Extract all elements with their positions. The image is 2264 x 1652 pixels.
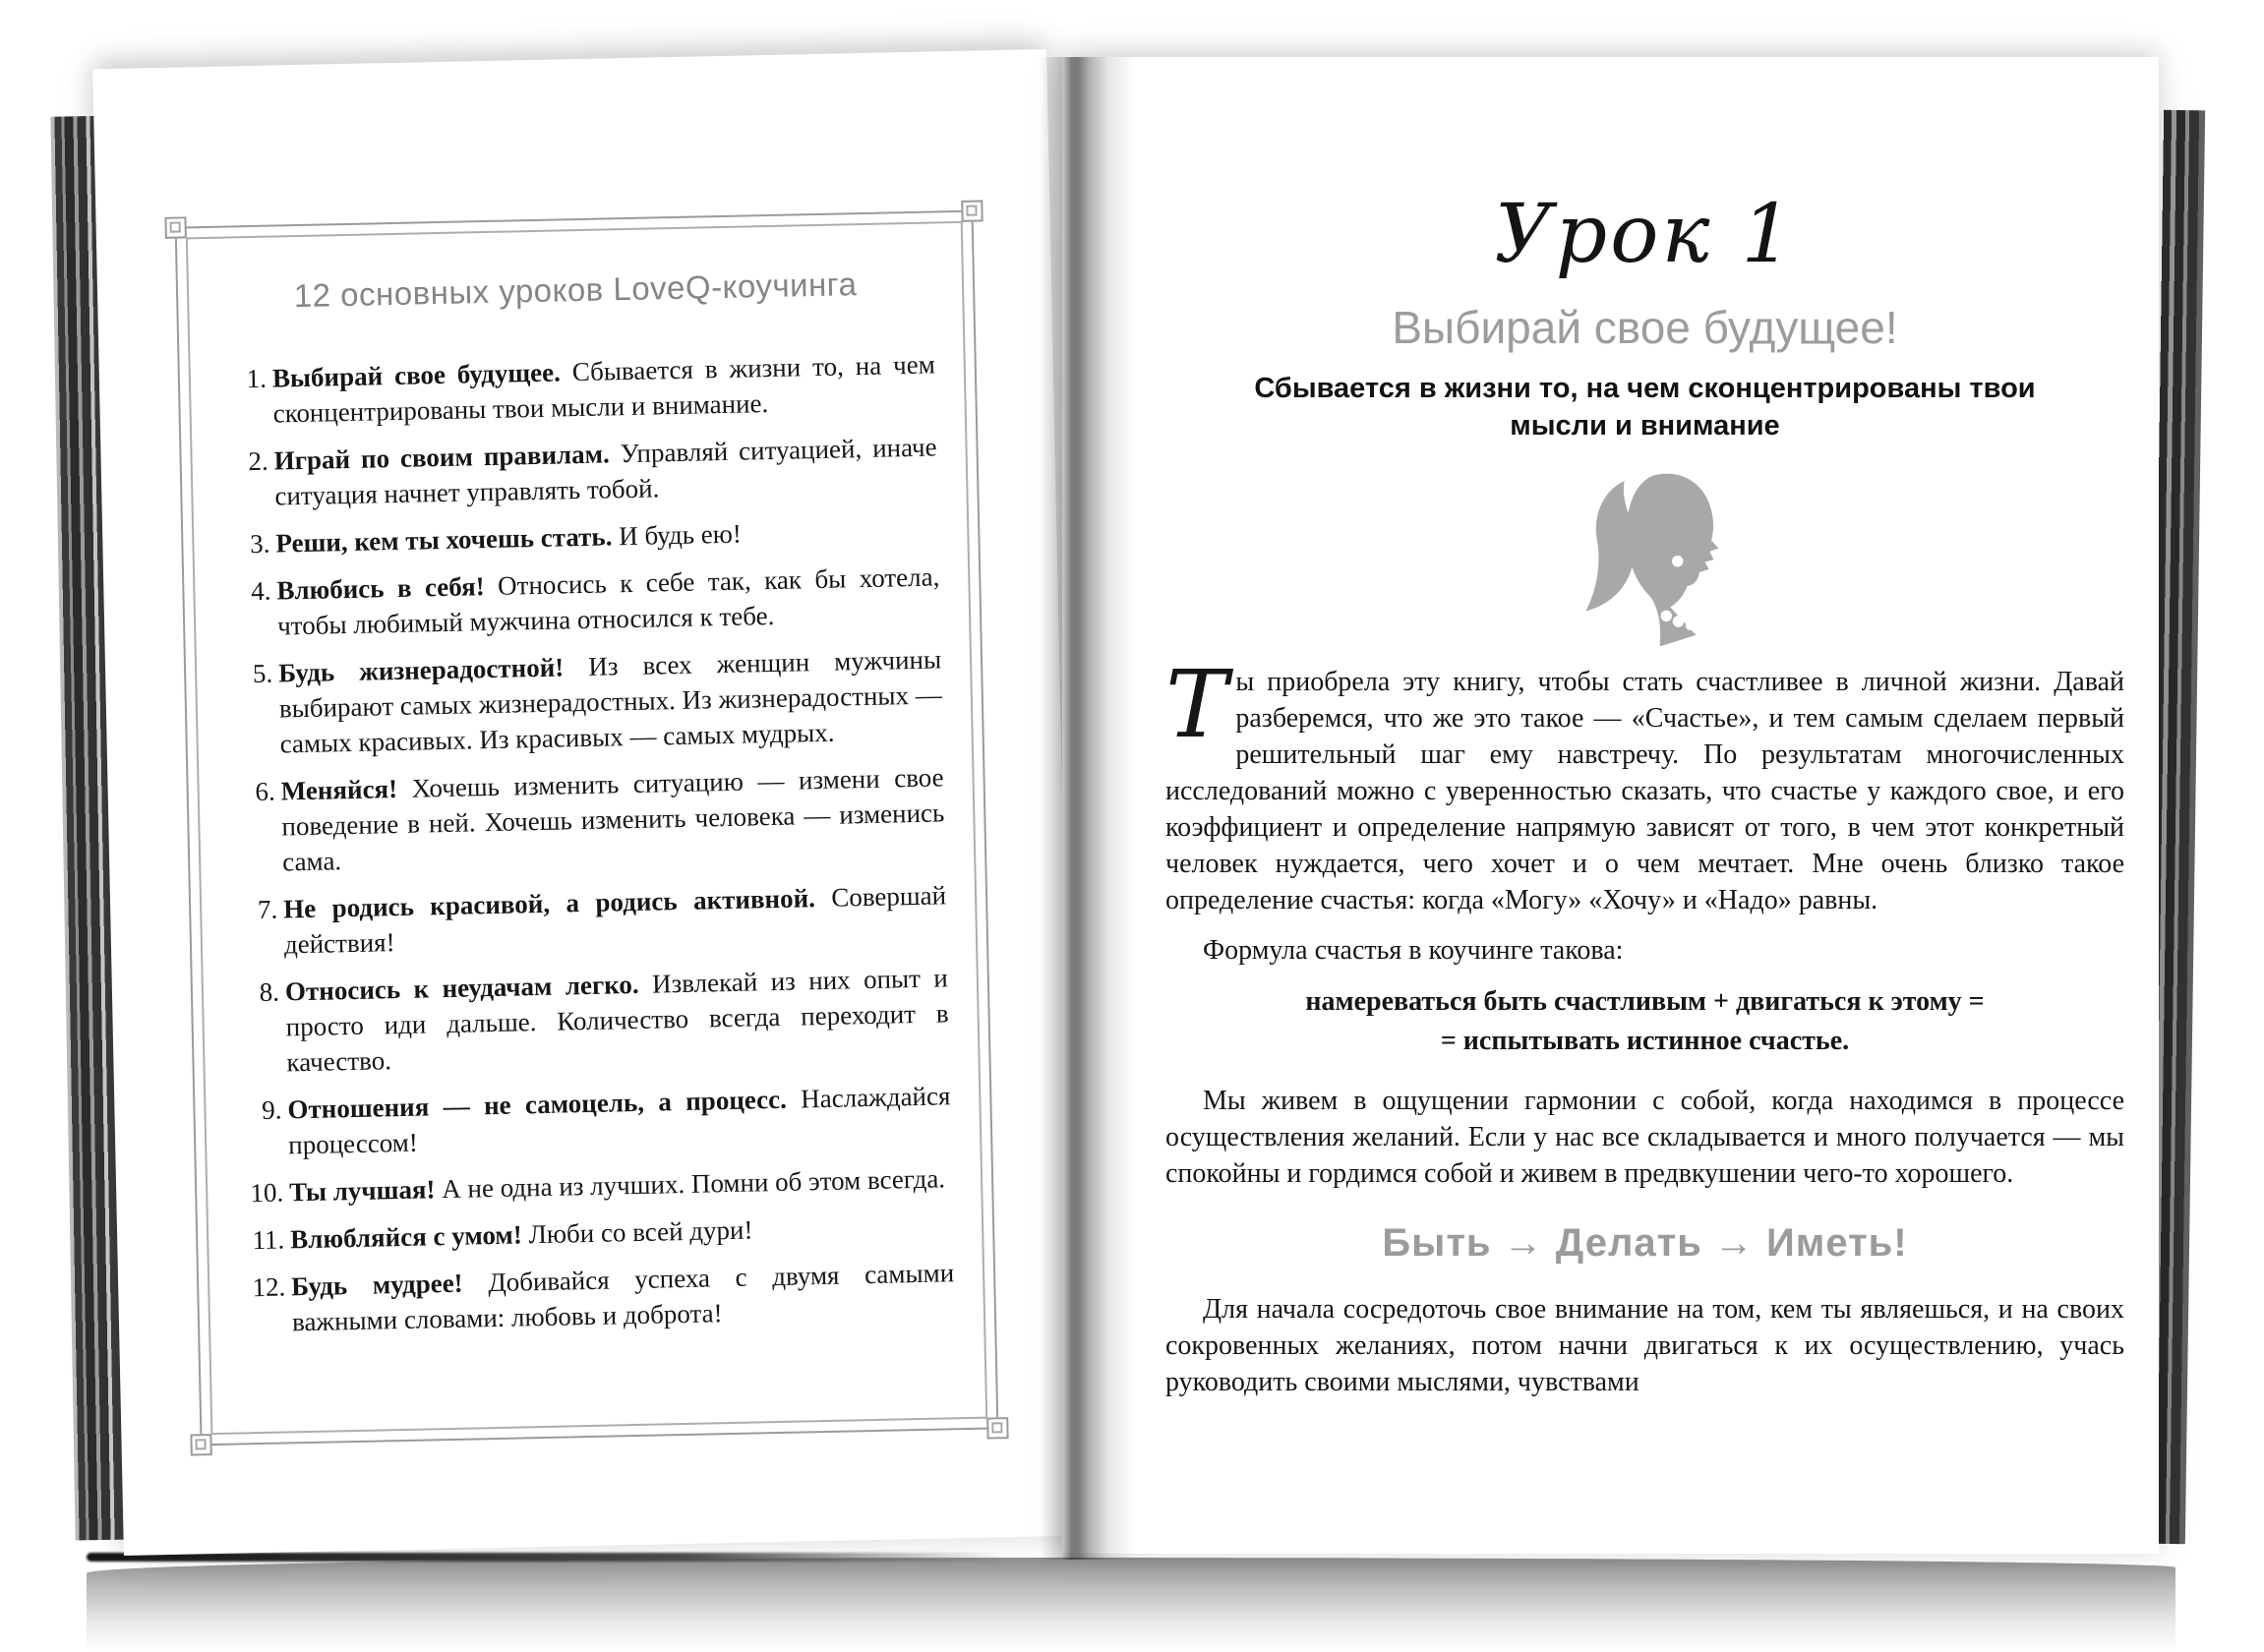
lesson-item xyxy=(236,960,950,1081)
lesson-lead: Будь мудрее! xyxy=(290,1268,463,1302)
lesson-lead: Ты лучшая! xyxy=(288,1174,436,1208)
lesson-number: 12. xyxy=(252,1271,286,1303)
lesson-text: Управляй ситуацией, иначе ситуация начнет управлять тобой. xyxy=(274,432,937,511)
corner-ornament xyxy=(961,200,983,221)
formula-line2: = испытывать истинное счастье. xyxy=(1440,1025,1850,1056)
lesson-item xyxy=(227,559,940,644)
paragraph-intro-text: ы приобрела эту книгу, чтобы стать счастливее в личной жизни. Давай разберемся, что же это такое — «Счастье», и тем самым сделаем первый решительный шаг ему навстречу. По результатам многочисленных исследований можно с уверенностью сказать, что счастье у каждого свое, и его коэффициент и определение напрямую зависят от того, в чем этот конкретный человек нуждается, чего хочет и о чем мечтает. Мне очень близко такое определение счастья: когда «Могу» «Хочу» и «Надо» равны. xyxy=(1165,666,2124,915)
lesson-text: Добивайся успеха с двумя самыми важными словами: любовь и доброта! xyxy=(291,1258,955,1337)
lesson-lead: Не родись красивой, а родись активной. xyxy=(282,883,816,924)
decorative-frame xyxy=(175,210,999,1446)
lesson-text: Совершай действия! xyxy=(283,880,947,960)
lesson-lead: Меняйся! xyxy=(280,773,398,806)
lesson-item xyxy=(224,429,937,514)
lesson-text: Из всех женщин мужчины выбирают самых жизнерадостных. Из жизнерадостных — самых красивых. Из красивых — самых мудрых. xyxy=(278,644,943,759)
lesson-item xyxy=(231,759,945,880)
lesson-lead: Влюбись в себя! xyxy=(276,571,485,606)
chapter-subtitle xyxy=(1165,370,2124,445)
lesson-text: Извлекай из них опыт и просто иди дальше. Количество всегда переходит в качество. xyxy=(285,963,949,1078)
lesson-number: 8. xyxy=(259,976,280,1007)
lesson-number: 4. xyxy=(250,575,271,607)
paragraph-closing: Для начала сосредоточь свое внимание на том, кем ты являешься, и на своих сокровенных желаниях, потом начни двигаться к их осуществлению, учась руководить своими мыслями, чувствами xyxy=(1165,1293,2124,1397)
paragraph-intro xyxy=(1165,650,2124,918)
left-page xyxy=(92,49,1077,1556)
lesson-text: А не одна из лучших. Помни об этом всегда. xyxy=(441,1163,946,1205)
corner-ornament xyxy=(190,1434,211,1455)
lesson-lead: Играй по своим правилам. xyxy=(273,439,611,476)
lesson-number: 3. xyxy=(249,528,270,560)
lesson-lead: Выбирай свое будущее. xyxy=(271,357,562,393)
right-page-content xyxy=(1165,57,2124,1414)
frame-title: 12 основных уроков LoveQ-коучинга xyxy=(293,266,858,315)
chapter-subtitle-line1: Сбывается в жизни то, на чем сконцентрированы твои xyxy=(1254,373,2036,404)
lesson-number: 6. xyxy=(255,776,276,807)
lesson-item xyxy=(234,877,947,963)
formula-line1: намереваться быть счастливым + двигаться к этому = xyxy=(1305,985,1985,1017)
right-page xyxy=(1062,57,2159,1554)
lesson-item xyxy=(241,1208,954,1258)
lesson-lead: Влюбляйся с умом! xyxy=(289,1219,523,1255)
lesson-number: 10. xyxy=(250,1177,284,1209)
lesson-item xyxy=(229,641,943,762)
be-do-have-heading: Быть → Делать → Иметь! xyxy=(1382,1220,1908,1265)
lesson-lead: Будь жизнерадостной! xyxy=(277,652,565,688)
woman-profile-silhouette-icon xyxy=(1547,463,1744,648)
lesson-text: И будь ею! xyxy=(618,518,743,552)
corner-ornament xyxy=(164,216,186,238)
lesson-text: Относись к себе так, как бы хотела, чтобы любимый мужчина относился к тебе. xyxy=(276,561,940,641)
lesson-lead: Относись к неудачам легко. xyxy=(284,969,639,1007)
lesson-lead: Отношения — не самоцель, а процесс. xyxy=(287,1084,788,1125)
lessons-list xyxy=(223,346,956,1352)
lesson-number: 7. xyxy=(257,894,278,924)
corner-ornament xyxy=(986,1417,1008,1439)
paragraph-harmony: Мы живем в ощущении гармонии с собой, когда находимся в процессе осуществления желаний. Если у нас все складывается и много получается — мы спокойны и гордимся собой и живем в предвкушении чего-то хорошего. xyxy=(1165,1085,2124,1189)
lesson-item xyxy=(240,1160,953,1210)
drop-cap: Т xyxy=(1165,650,1228,759)
lesson-text: Хочешь изменить ситуацию — измени свое поведение в ней. Хочешь изменить человека — изменись сама. xyxy=(281,762,945,877)
lesson-text: Сбывается в жизни то, на чем сконцентрированы твои мысли и внимание. xyxy=(272,349,936,429)
lesson-number: 5. xyxy=(252,658,273,689)
lesson-item xyxy=(238,1078,951,1163)
lesson-number: 9. xyxy=(261,1094,282,1125)
lesson-text: Люби со всей дури! xyxy=(528,1214,753,1250)
lesson-number: 2. xyxy=(248,445,268,477)
lesson-item xyxy=(223,346,936,432)
lesson-text: Наслаждайся процессом! xyxy=(287,1081,951,1160)
chapter-subtitle-line2: мысли и внимание xyxy=(1510,410,1780,442)
lesson-number: 11. xyxy=(252,1224,285,1256)
lesson-item xyxy=(242,1255,955,1340)
lesson-lead: Реши, кем ты хочешь стать. xyxy=(275,521,613,559)
chapter-title: Выбирай свое будущее! xyxy=(1392,302,1898,353)
formula-intro: Формула счастья в коучинге такова: xyxy=(1203,934,1624,966)
lesson-script-heading: Урок 1 xyxy=(1494,188,1796,281)
lesson-number: 1. xyxy=(246,363,268,394)
happiness-formula xyxy=(1165,982,2124,1061)
lesson-item xyxy=(226,511,939,561)
book-bottom-pages-edge xyxy=(87,1558,2175,1652)
